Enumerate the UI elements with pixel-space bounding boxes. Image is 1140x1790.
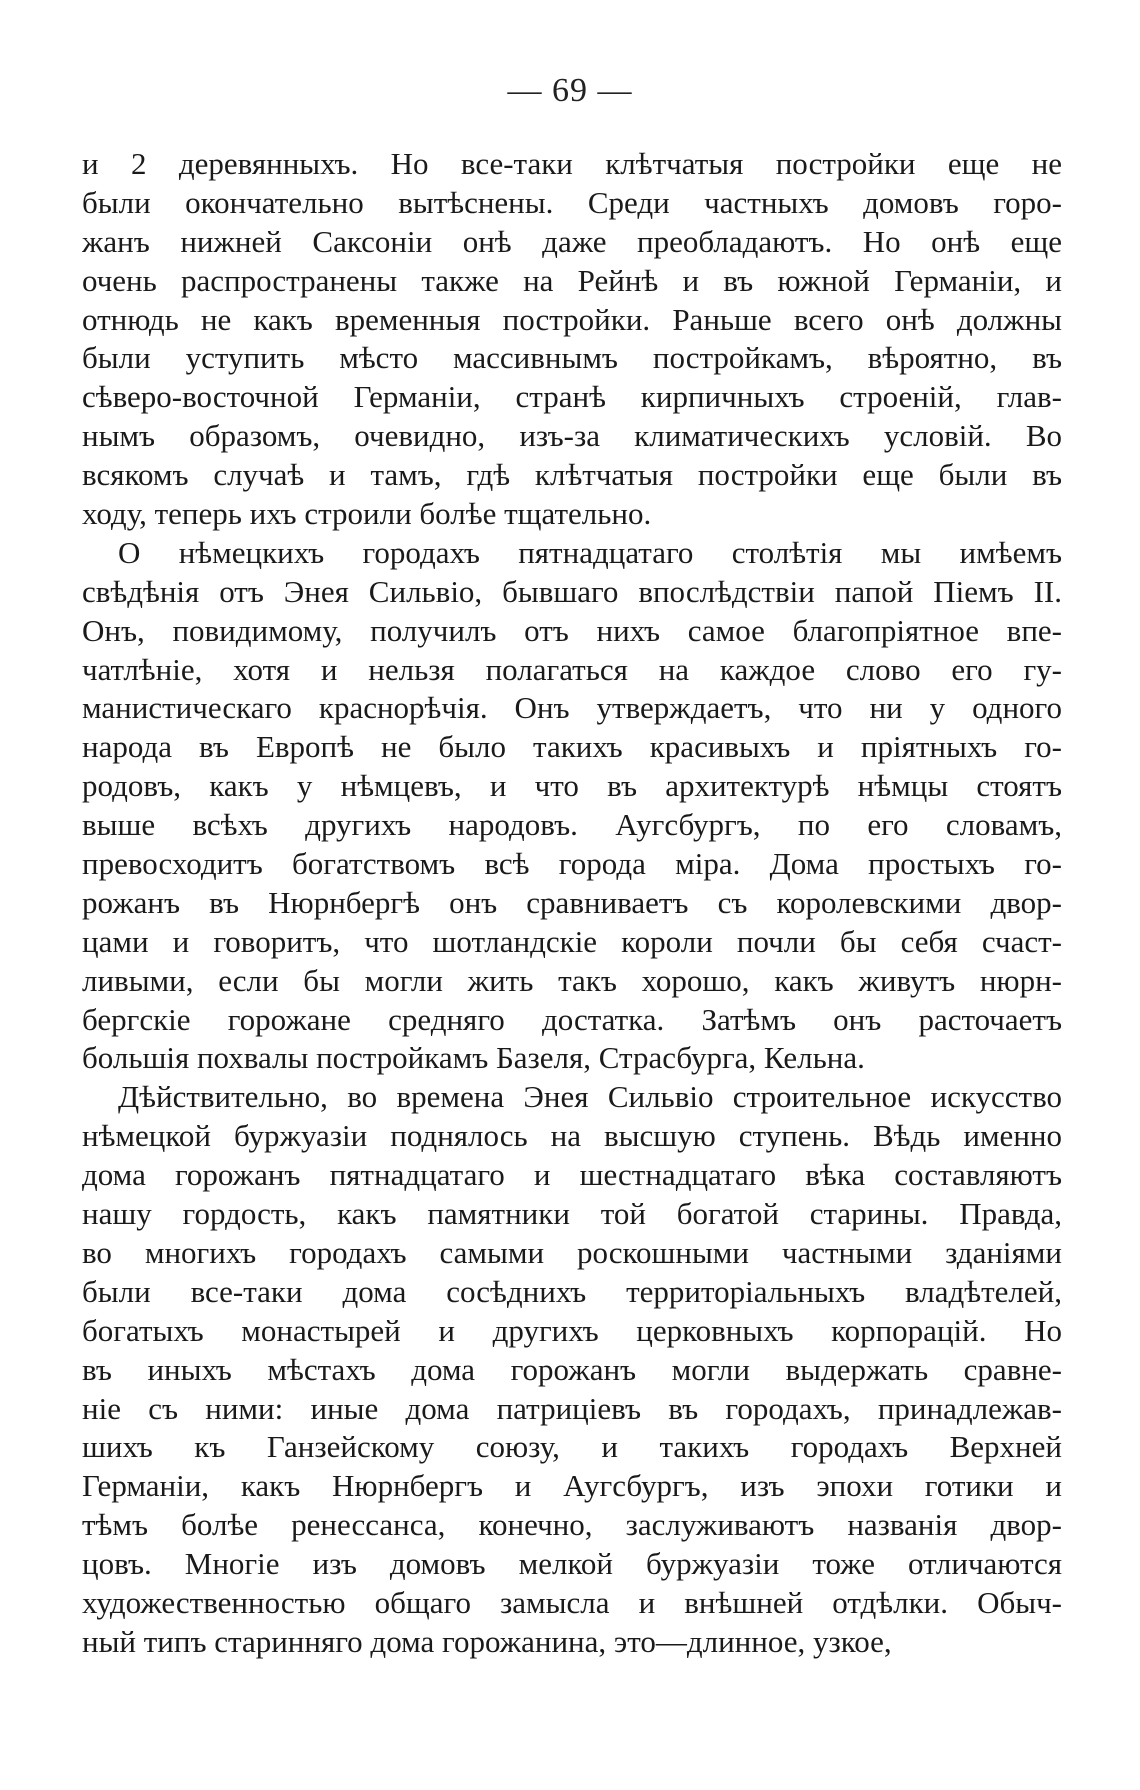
text-line: бергскіе горожане средняго достатка. Затѣмъ онъ расточаетъ bbox=[82, 1001, 1062, 1037]
text-line: превосходитъ богатствомъ всѣ города міра. Дома простыхъ го- bbox=[82, 846, 1062, 882]
text-line: богатыхъ монастырей и другихъ церковныхъ корпорацій. Но bbox=[82, 1312, 1062, 1348]
body-text bbox=[82, 145, 1062, 1662]
text-line: Германіи, какъ Нюрнбергъ и Аугсбургъ, изъ эпохи готики и bbox=[82, 1468, 1062, 1504]
text-line: очень распространены также на Рейнѣ и въ южной Германіи, и bbox=[82, 262, 1062, 298]
text-line: народа въ Европѣ не было такихъ красивыхъ и пріятныхъ го- bbox=[82, 729, 1062, 765]
text-line: О нѣмецкихъ городахъ пятнадцатаго столѣтія мы имѣемъ bbox=[118, 534, 1062, 570]
text-line: въ иныхъ мѣстахъ дома горожанъ могли выдержать сравне- bbox=[82, 1351, 1062, 1387]
paragraph bbox=[82, 534, 1062, 1078]
text-line: шихъ къ Ганзейскому союзу, и такихъ городахъ Верхней bbox=[82, 1429, 1062, 1465]
text-line: художественностью общаго замысла и внѣшней отдѣлки. Обыч- bbox=[82, 1584, 1062, 1620]
text-line: отнюдь не какъ временныя постройки. Раньше всего онѣ должны bbox=[82, 301, 1062, 337]
text-line: нѣмецкой буржуазіи поднялось на высшую ступень. Вѣдь именно bbox=[82, 1118, 1062, 1154]
text-line: Дѣйствительно, во времена Энея Сильвіо строительное искусство bbox=[118, 1079, 1062, 1115]
text-line: и 2 деревянныхъ. Но все-таки клѣтчатыя постройки еще не bbox=[82, 146, 1062, 181]
text-line: нымъ образомъ, очевидно, изъ-за климатическихъ условій. Во bbox=[82, 418, 1062, 454]
text-line: родовъ, какъ у нѣмцевъ, и что въ архитектурѣ нѣмцы стоятъ bbox=[82, 768, 1062, 804]
text-line: во многихъ городахъ самыми роскошными частными зданіями bbox=[82, 1234, 1062, 1270]
text-line: ный типъ старинняго дома горожанина, это—длинное, узкое, bbox=[82, 1623, 892, 1659]
paragraph bbox=[82, 1078, 1062, 1661]
text-line: цами и говоритъ, что шотландскіе короли почли бы себя счаст- bbox=[82, 923, 1062, 959]
text-line: ніе съ ними: иные дома патриціевъ въ городахъ, принадлежав- bbox=[82, 1390, 1062, 1426]
text-line: выше всѣхъ другихъ народовъ. Аугсбургъ, по его словамъ, bbox=[82, 807, 1062, 843]
text-line: дома горожанъ пятнадцатаго и шестнадцатаго вѣка составляютъ bbox=[82, 1157, 1062, 1193]
paragraph bbox=[82, 145, 1062, 534]
text-line: цовъ. Многіе изъ домовъ мелкой буржуазіи тоже отличаются bbox=[82, 1546, 1062, 1582]
text-line: были все-таки дома сосѣднихъ территоріальныхъ владѣтелей, bbox=[82, 1273, 1062, 1309]
text-line: тѣмъ болѣе ренессанса, конечно, заслуживаютъ названія двор- bbox=[82, 1507, 1062, 1543]
text-line: большія похвалы постройкамъ Базеля, Страсбурга, Кельна. bbox=[82, 1040, 865, 1076]
text-line: рожанъ въ Нюрнбергѣ онъ сравниваетъ съ королевскими двор- bbox=[82, 884, 1062, 920]
text-line: всякомъ случаѣ и тамъ, гдѣ клѣтчатыя постройки еще были въ bbox=[82, 457, 1062, 493]
text-line: ходу, теперь ихъ строили болѣе тщательно. bbox=[82, 496, 652, 532]
page-number: — 69 — bbox=[507, 72, 633, 109]
text-line: сѣверо-восточной Германіи, странѣ кирпичныхъ строеній, глав- bbox=[82, 379, 1062, 415]
text-line: были уступить мѣсто массивнымъ постройкамъ, вѣроятно, въ bbox=[82, 340, 1062, 376]
text-line: были окончательно вытѣснены. Среди частныхъ домовъ горо- bbox=[82, 184, 1062, 220]
text-line: чатлѣніе, хотя и нельзя полагаться на каждое слово его гу- bbox=[82, 651, 1062, 687]
text-line: свѣдѣнія отъ Энея Сильвіо, бывшаго впослѣдствіи папой Піемъ II. bbox=[82, 573, 1062, 609]
text-line: нашу гордость, какъ памятники той богатой старины. Правда, bbox=[82, 1196, 1062, 1232]
text-line: ливыми, если бы могли жить такъ хорошо, какъ живутъ нюрн- bbox=[82, 962, 1062, 998]
text-line: жанъ нижней Саксоніи онѣ даже преобладаютъ. Но онѣ еще bbox=[82, 223, 1062, 259]
text-line: Онъ, повидимому, получилъ отъ нихъ самое благопріятное впе- bbox=[82, 612, 1062, 648]
text-line: манистическаго краснорѣчія. Онъ утверждаетъ, что ни у одного bbox=[82, 690, 1062, 726]
